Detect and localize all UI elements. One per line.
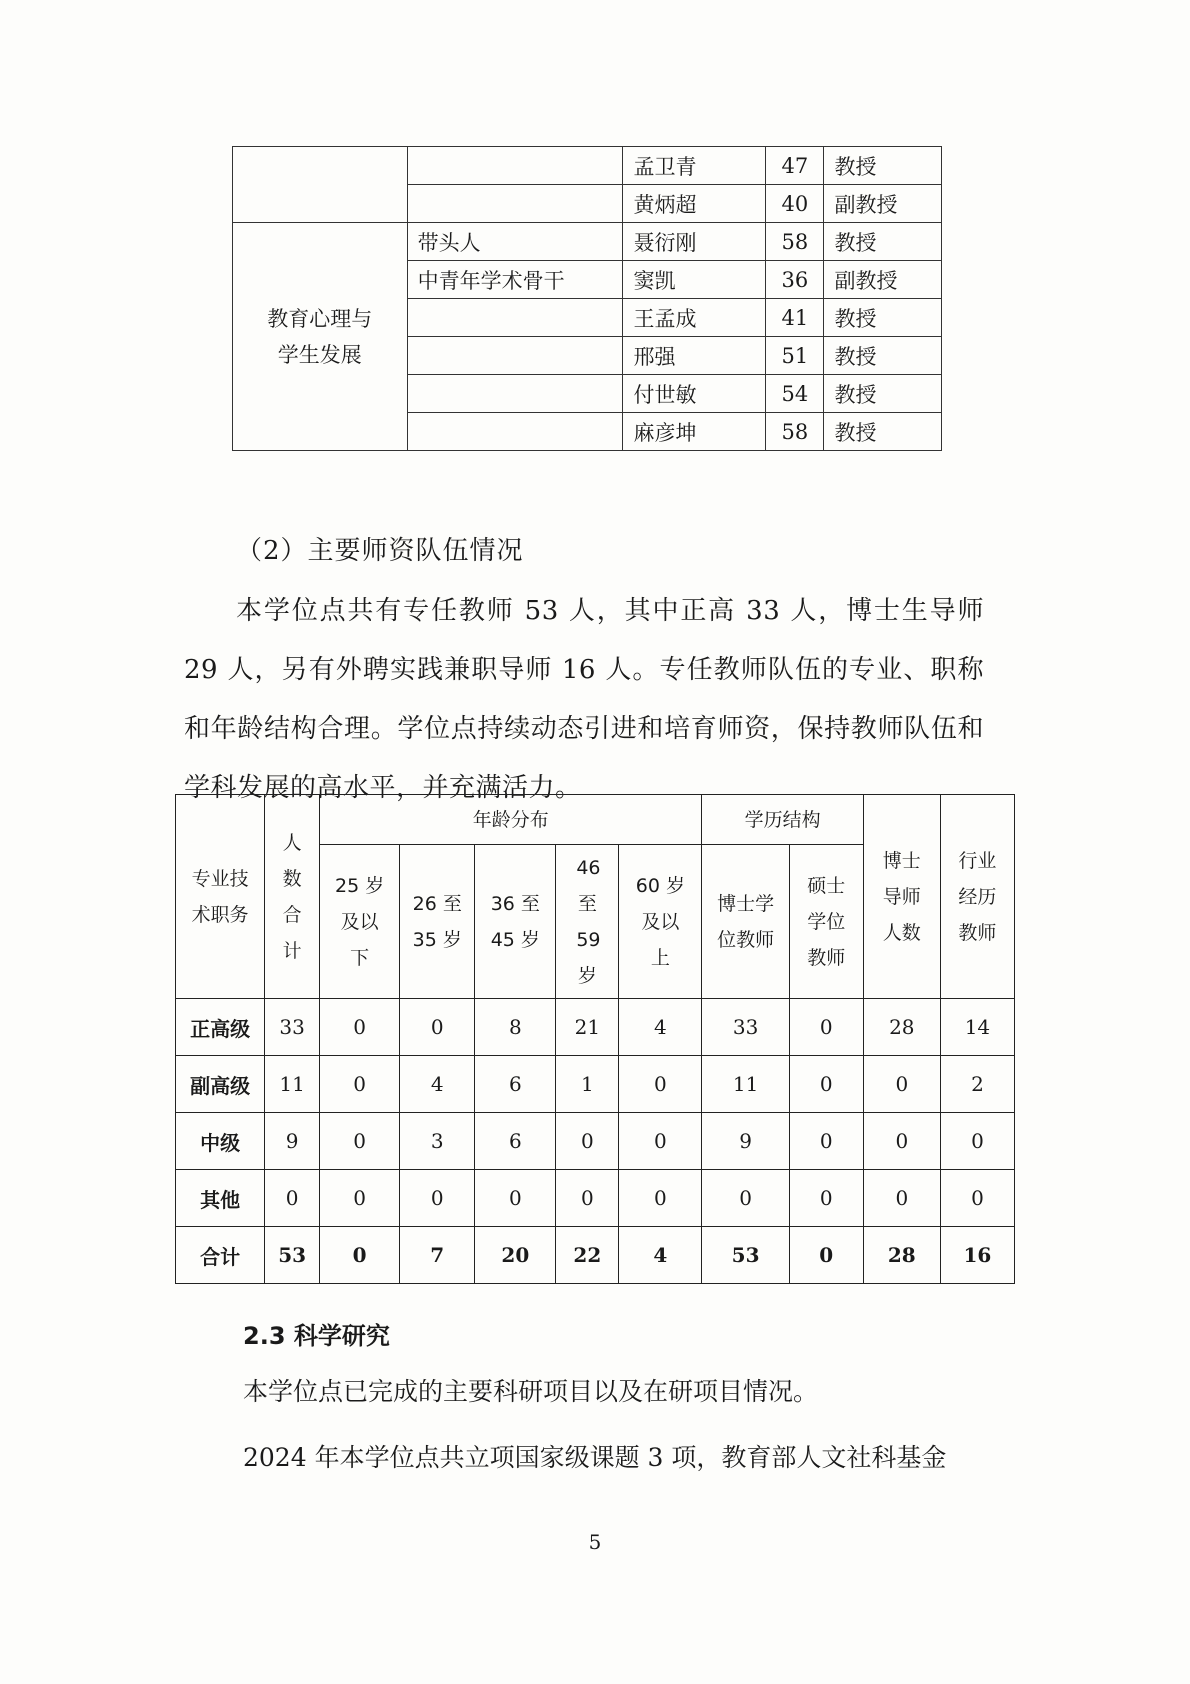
header-edu-col: 博士学位教师 xyxy=(702,845,789,999)
cell-age2: 0 xyxy=(400,1170,475,1227)
table-cell-name: 孟卫青 xyxy=(623,147,766,185)
header-age-col: 46 至 59 岁 xyxy=(556,845,619,999)
cell-supervisors: 28 xyxy=(863,1227,940,1284)
area-label-line1: 教育心理与 xyxy=(267,306,373,331)
cell-age4: 21 xyxy=(556,999,619,1056)
cell-total: 53 xyxy=(265,1227,320,1284)
body-paragraph: 2024 年本学位点共立项国家级课题 3 项，教育部人文社科基金 xyxy=(243,1443,947,1472)
cell-age5: 4 xyxy=(619,1227,702,1284)
table-cell-role xyxy=(407,299,623,337)
cell-industry: 0 xyxy=(940,1170,1014,1227)
table-cell-title: 教授 xyxy=(824,413,942,451)
section-heading: （2）主要师资队伍情况 xyxy=(236,536,524,566)
table-cell-role xyxy=(407,185,623,223)
table-cell-role xyxy=(407,337,623,375)
table-cell-name: 王孟成 xyxy=(623,299,766,337)
row-label: 合计 xyxy=(176,1227,265,1284)
cell-age2: 7 xyxy=(400,1227,475,1284)
table-row xyxy=(176,999,1015,1056)
cell-age3: 8 xyxy=(475,999,556,1056)
cell-industry: 14 xyxy=(940,999,1014,1056)
cell-phd: 53 xyxy=(702,1227,789,1284)
cell-age1: 0 xyxy=(320,999,400,1056)
table-cell-area xyxy=(233,147,408,223)
table-cell-age: 47 xyxy=(766,147,824,185)
table-cell-title: 教授 xyxy=(824,337,942,375)
table-cell-role: 中青年学术骨干 xyxy=(407,261,623,299)
cell-age3: 0 xyxy=(475,1170,556,1227)
area-label-line2: 学生发展 xyxy=(277,342,362,367)
cell-total: 33 xyxy=(265,999,320,1056)
cell-age5: 0 xyxy=(619,1170,702,1227)
table-cell-name: 邢强 xyxy=(623,337,766,375)
page-number: 5 xyxy=(588,1530,602,1554)
table-row xyxy=(176,1113,1015,1170)
cell-industry: 2 xyxy=(940,1056,1014,1113)
row-label: 正高级 xyxy=(176,999,265,1056)
cell-total: 0 xyxy=(265,1170,320,1227)
cell-age1: 0 xyxy=(320,1056,400,1113)
table-cell-age: 36 xyxy=(766,261,824,299)
cell-age3: 6 xyxy=(475,1113,556,1170)
cell-supervisors: 28 xyxy=(863,999,940,1056)
table-row xyxy=(233,223,942,261)
cell-master: 0 xyxy=(789,1170,863,1227)
table-cell-role xyxy=(407,413,623,451)
cell-master: 0 xyxy=(789,1056,863,1113)
table-row-total xyxy=(176,1227,1015,1284)
cell-age2: 4 xyxy=(400,1056,475,1113)
cell-total: 9 xyxy=(265,1113,320,1170)
cell-phd: 33 xyxy=(702,999,789,1056)
row-label: 中级 xyxy=(176,1113,265,1170)
table-row xyxy=(176,1170,1015,1227)
cell-age5: 0 xyxy=(619,1056,702,1113)
header-age-distribution: 年龄分布 xyxy=(320,795,702,845)
table-cell-name: 聂衍刚 xyxy=(623,223,766,261)
table-cell-title: 教授 xyxy=(824,299,942,337)
header-title: 专业技术职务 xyxy=(176,795,265,999)
cell-industry: 0 xyxy=(940,1113,1014,1170)
table-cell-title: 教授 xyxy=(824,223,942,261)
cell-age4: 0 xyxy=(556,1170,619,1227)
header-total: 人数合计 xyxy=(265,795,320,999)
header-age-col: 25 岁及以下 xyxy=(320,845,400,999)
cell-phd: 11 xyxy=(702,1056,789,1113)
cell-age2: 0 xyxy=(400,999,475,1056)
table-cell-area xyxy=(233,223,408,451)
table-cell-name: 付世敏 xyxy=(623,375,766,413)
faculty-structure-table xyxy=(175,794,1015,1284)
cell-age4: 22 xyxy=(556,1227,619,1284)
cell-age4: 1 xyxy=(556,1056,619,1113)
faculty-leaders-table xyxy=(232,146,942,451)
row-label: 其他 xyxy=(176,1170,265,1227)
table-cell-age: 51 xyxy=(766,337,824,375)
cell-age4: 0 xyxy=(556,1113,619,1170)
header-edu-col: 硕士学位教师 xyxy=(789,845,863,999)
table-cell-title: 教授 xyxy=(824,147,942,185)
table-cell-title: 副教授 xyxy=(824,261,942,299)
table-cell-age: 58 xyxy=(766,413,824,451)
cell-master: 0 xyxy=(789,999,863,1056)
cell-phd: 9 xyxy=(702,1113,789,1170)
table-cell-name: 窦凯 xyxy=(623,261,766,299)
table-cell-age: 54 xyxy=(766,375,824,413)
table-cell-title: 教授 xyxy=(824,375,942,413)
table-cell-role xyxy=(407,147,623,185)
cell-age3: 6 xyxy=(475,1056,556,1113)
header-age-col: 36 至 45 岁 xyxy=(475,845,556,999)
header-education: 学历结构 xyxy=(702,795,863,845)
table-cell-age: 40 xyxy=(766,185,824,223)
table-cell-name: 黄炳超 xyxy=(623,185,766,223)
body-paragraph: 本学位点已完成的主要科研项目以及在研项目情况。 xyxy=(243,1377,819,1406)
body-paragraph: 本学位点共有专任教师 53 人，其中正高 33 人，博士生导师 29 人，另有外聘实践兼职导师 16 人。专任教师队伍的专业、职称和年龄结构合理。学位点持续动态引进和培育师资，保持教师队伍和学科发展的高水平，并充满活力。 xyxy=(184,596,984,803)
cell-total: 11 xyxy=(265,1056,320,1113)
table-cell-role: 带头人 xyxy=(407,223,623,261)
header-industry: 行业经历教师 xyxy=(940,795,1014,999)
table-cell-role xyxy=(407,375,623,413)
cell-master: 0 xyxy=(789,1113,863,1170)
cell-master: 0 xyxy=(789,1227,863,1284)
cell-age1: 0 xyxy=(320,1227,400,1284)
row-label: 副高级 xyxy=(176,1056,265,1113)
table-cell-title: 副教授 xyxy=(824,185,942,223)
header-age-col: 60 岁及以上 xyxy=(619,845,702,999)
cell-age1: 0 xyxy=(320,1170,400,1227)
table-cell-name: 麻彦坤 xyxy=(623,413,766,451)
cell-age2: 3 xyxy=(400,1113,475,1170)
cell-age3: 20 xyxy=(475,1227,556,1284)
table-row xyxy=(233,147,942,185)
cell-age5: 4 xyxy=(619,999,702,1056)
cell-supervisors: 0 xyxy=(863,1056,940,1113)
cell-supervisors: 0 xyxy=(863,1170,940,1227)
cell-age1: 0 xyxy=(320,1113,400,1170)
cell-age5: 0 xyxy=(619,1113,702,1170)
section-title: 2.3 科学研究 xyxy=(243,1322,390,1350)
header-phd-supervisors: 博士导师人数 xyxy=(863,795,940,999)
cell-industry: 16 xyxy=(940,1227,1014,1284)
cell-phd: 0 xyxy=(702,1170,789,1227)
table-cell-age: 41 xyxy=(766,299,824,337)
header-age-col: 26 至 35 岁 xyxy=(400,845,475,999)
table-cell-age: 58 xyxy=(766,223,824,261)
cell-supervisors: 0 xyxy=(863,1113,940,1170)
table-row xyxy=(176,1056,1015,1113)
